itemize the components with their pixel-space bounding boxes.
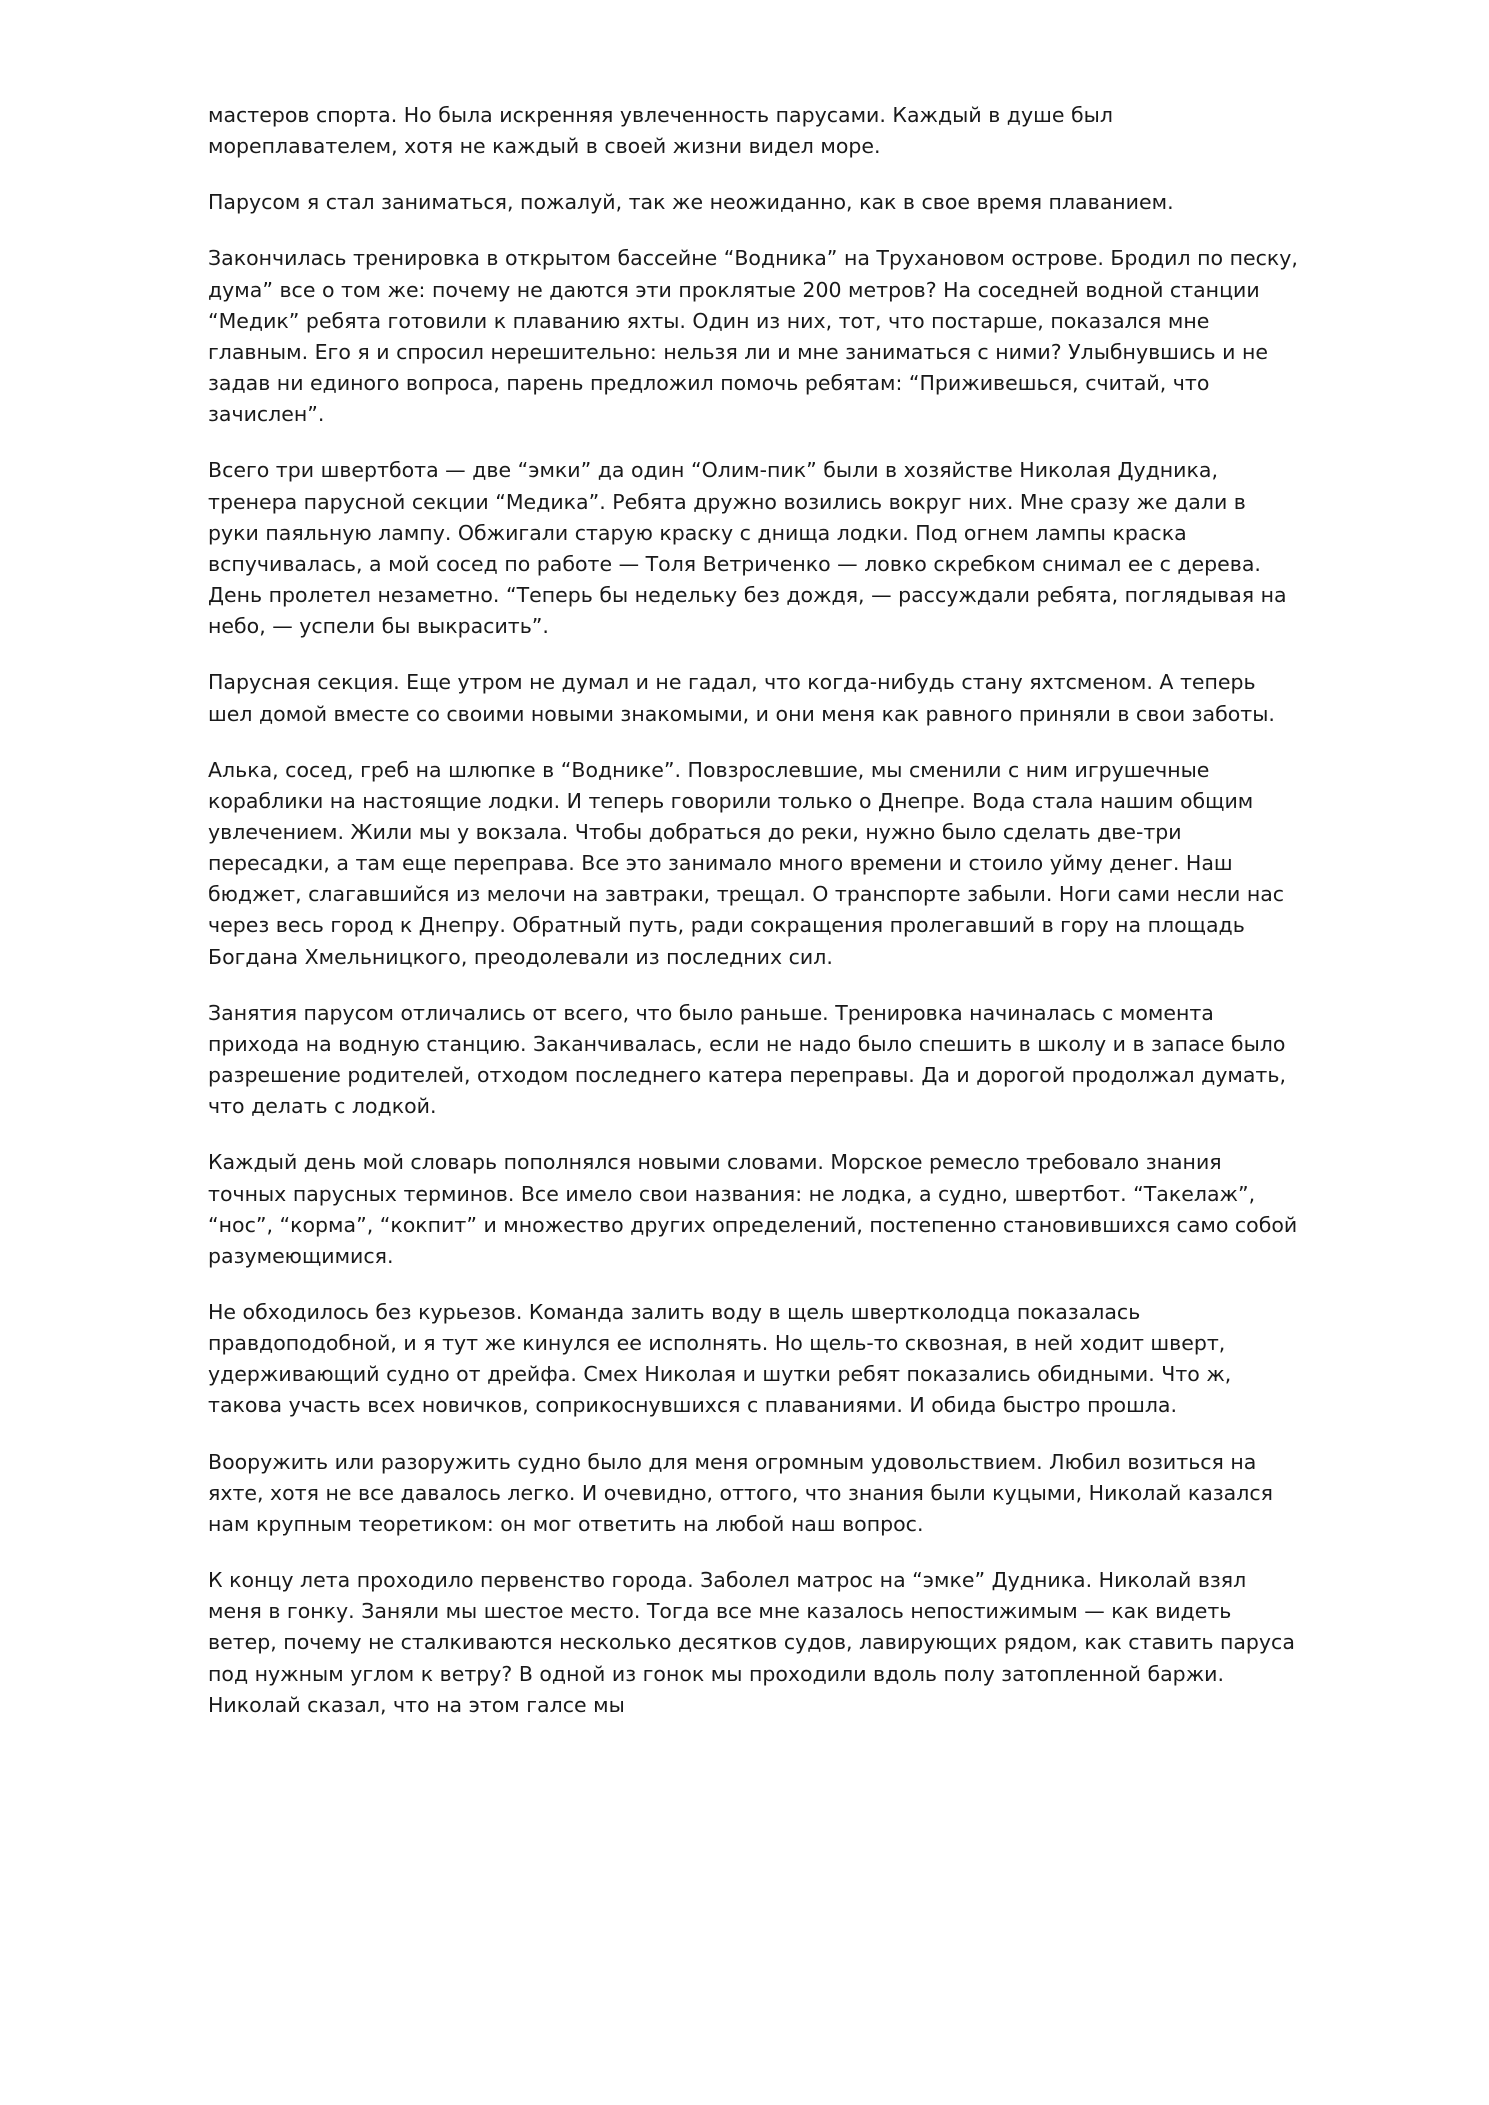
paragraph: Парусом я стал заниматься, пожалуй, так же неожиданно, как в свое время плаванием. [208, 190, 1174, 215]
paragraph: Парусная секция. Еще утром не думал и не гадал, что когда-нибудь стану яхтсменом. А теперь шел домой вместе со своими новыми знакомыми, и они меня как равного приняли в свои заботы. [208, 670, 1275, 726]
paragraph: Всего три швертбота — две “эмки” да один “Олим-пик” были в хозяйстве Николая Дудника, тренера парусной секции “Медика”. Ребята дружно возились вокруг них. Мне сразу же дали в руки паяльную лампу. Обжигали старую краску с днища лодки. Под огнем лампы краска вспучивалась, а мой сосед по работе — Толя Ветриченко — ловко скребком снимал ее с дерева. День пролетел незаметно. “Теперь бы недельку без дождя, — рассуждали ребята, поглядывая на небо, — успели бы выкрасить”. [208, 458, 1294, 639]
paragraph: Занятия парусом отличались от всего, что было раньше. Тренировка начиналась с момента прихода на водную станцию. Заканчивалась, если не надо было спешить в школу и в запасе было разрешение родителей, отходом последнего катера переправы. Да и дорогой продолжал думать, что делать с лодкой. [208, 1000, 1293, 1119]
paragraph: Не обходилось без курьезов. Команда залить воду в щель швертколодца показалась правдоподобной, и я тут же кинулся ее исполнять. Но щель-то сквозная, в ней ходит шверт, удерживающий судно от дрейфа. Смех Николая и шутки ребят показались обидными. Что ж, такова участь всех новичков, соприкоснувшихся с плаваниями. И обида быстро прошла. [208, 1300, 1238, 1418]
document-text-body [208, 100, 1305, 1721]
paragraph: мастеров спорта. Но была искренняя увлеченность парусами. Каждый в душе был мореплавателем, хотя не каждый в своей жизни видел море. [208, 103, 1120, 159]
paragraph: Алька, сосед, греб на шлюпке в “Воднике”. Повзрослевшие, мы сменили с ним игрушечные кораблики на настоящие лодки. И теперь говорили только о Днепре. Вода стала нашим общим увлечением. Жили мы у вокзала. Чтобы добраться до реки, нужно было сделать две-три пересадки, а там еще переправа. Все это занимало много времени и стоило уйму денег. Наш бюджет, слагавшийся из мелочи на завтраки, трещал. О транспорте забыли. Ноги сами несли нас через весь город к Днепру. Обратный путь, ради сокращения пролегавший в гору на площадь Богдана Хмельницкого, преодолевали из последних сил. [208, 757, 1291, 969]
paragraph: Закончилась тренировка в открытом бассейне “Водника” на Трухановом острове. Бродил по песку, дума” все о том же: почему не даются эти проклятые 200 метров? На соседней водной станции “Медик” ребята готовили к плаванию яхты. Один из них, тот, что постарше, показался мне главным. Его я и спросил нерешительно: нельзя ли и мне заниматься с ними? Улыбнувшись и не задав ни единого вопроса, парень предложил помочь ребятам: “Приживешься, считай, что зачислен”. [208, 246, 1305, 427]
paragraph: К концу лета проходило первенство города. Заболел матрос на “эмке” Дудника. Николай взял меня в гонку. Заняли мы шестое место. Тогда все мне казалось непостижимым — как видеть ветер, почему не сталкиваются несколько десятков судов, лавирующих рядом, как ставить паруса под нужным углом к ветру? В одной из гонок мы проходили вдоль полу затопленной баржи. Николай сказал, что на этом галсе мы [208, 1568, 1302, 1717]
paragraph: Вооружить или разоружить судно было для меня огромным удовольствием. Любил возиться на яхте, хотя не все давалось легко. И очевидно, оттого, что знания были куцыми, Николай казался нам крупным теоретиком: он мог ответить на любой наш вопрос. [208, 1449, 1280, 1536]
paragraph: Каждый день мой словарь пополнялся новыми словами. Морское ремесло требовало знания точных парусных терминов. Все имело свои названия: не лодка, а судно, швертбот. “Такелаж”, “нос”, “корма”, “кокпит” и множество других определений, постепенно становившихся само собой разумеющимися. [208, 1150, 1304, 1268]
